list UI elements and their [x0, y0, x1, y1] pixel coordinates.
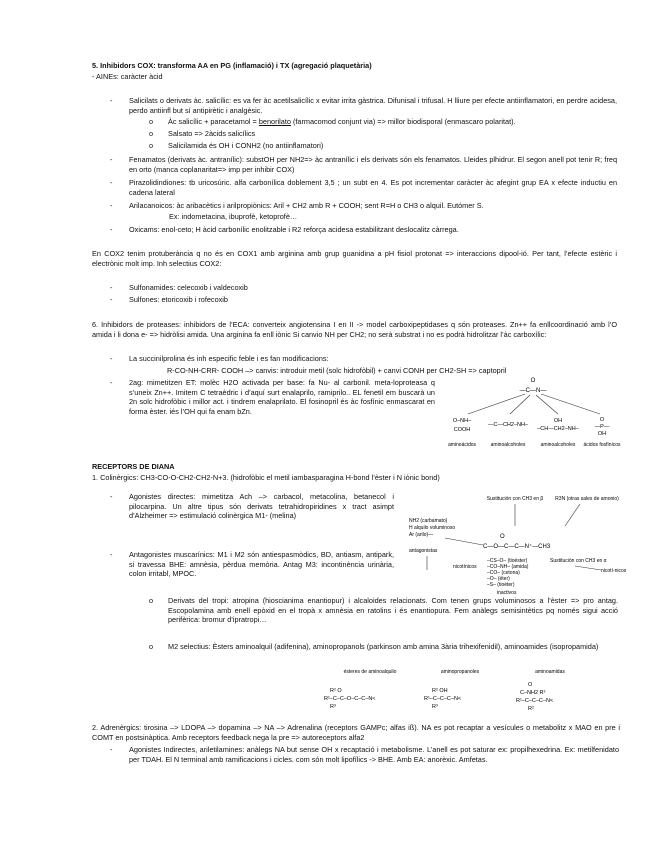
bullet-circle: o	[149, 129, 154, 138]
sulfones-item: Sulfones: etoricoxib i rofecoxib	[129, 295, 228, 304]
salicilats-paragraph: Salicilats o derivats àc. salicílic: es va fer àc acetilsalicílic x evitar irrita gàstrica. Difunisal i trifusal. H lliure per efecte antiinflamatori, en perdre acidesa, perdo antiinfl but sí antipirètic i analgèsic.	[129, 96, 617, 115]
aines-line: - AINEs: caràcter àcid	[92, 72, 163, 81]
sar-molecule-chain: C—O—C—C—N⁺—CH3	[483, 544, 551, 550]
sar-top-label: Sustitución con CH3 en β	[486, 496, 544, 502]
figure-center-formula: —C—N—	[519, 388, 547, 394]
sar-molecule: O	[500, 534, 505, 540]
bullet-dash: -	[110, 492, 113, 501]
antagonistes-paragraph: Antagonistes muscarínics: M1 i M2 són antiespasmòdics, BD, antiasm, antipark, si travessa BHE: amnèsia, pèrdua memòria. Antag M3: incontinència urinària, colon irritabl, MPOC.	[129, 550, 394, 579]
cox2-paragraph: En COX2 tenim protuberància q no és en COX1 amb arginina amb grup guanidina a pH fisiol protonat => interaccions dipool-ió. Per tant, l’efecte estèric i electrònic molt imp. Inh selectius COX2:	[92, 249, 617, 268]
m2-structure-1b: R¹–C–C–O–C–C–N<	[324, 696, 376, 702]
bullet-dash: -	[110, 283, 113, 292]
pirazolidindiones-paragraph: Pirazolidindiones: tb uricosúric. alfa carbonílica doblement 3,5 ; un subt en 4. Es pot incrementar caràcter àc afegint grup EA x efecte inductiu en cadena lateral	[129, 178, 617, 197]
m2-label-aminoamidas: aminoamidas	[535, 669, 565, 675]
sub-item-benorilato	[168, 117, 618, 127]
bullet-dash: -	[110, 155, 113, 164]
sar-nicotinicos-label: nicotínicos	[453, 564, 477, 570]
bullet-dash: -	[110, 178, 113, 187]
bullet-dash: -	[110, 378, 113, 387]
captopril-line: R-CO-NH-CRR- COOH –> canvis: introduir metil (solc hidrofòbil) + canvi CONH per CH2-SH => captopril	[167, 366, 507, 375]
m2-structure-2b: R¹–C–C–C–N<	[424, 696, 462, 702]
m2-structure-2c: R³	[432, 704, 438, 710]
sar-ester-list-5: –S– (tioéter)	[487, 582, 515, 588]
bullet-dash: -	[110, 550, 113, 559]
m2-structure-3c: R¹–C–C–C–N<	[516, 698, 554, 704]
bullet-dash: -	[110, 745, 113, 754]
m2-selectius-paragraph: M2 selectius: Èsters aminoalquil (adifenina), aminopropanols (parkinson amb amina 3ària trihexifenidil), aminoamides (isopropamida)	[168, 642, 599, 651]
sar-left-label-3: Ar (arilo)—	[409, 532, 434, 538]
colinergics-line: 1. Colinèrgics: CH3-CO-O-CH2-CH2-N+3. (hidrofòbic el metil iambasparagina H-bond l’èster i N iònic bond)	[92, 473, 440, 482]
sub-item-salsato: Salsato => 2àcids salicílics	[168, 129, 256, 138]
adrenergics-paragraph: 2. Adrenèrgics: tirosina –> LDOPA –> dopamina –> NA –> Adrenalina (receptors GAMPc; alfas iß). NA es pot recaptar a vesícules o metabolitz x MAO en pre i COMT en postsinàptica. Amb receptors feedback nega la pre => autoreceptors alfa2	[92, 723, 620, 742]
sar-top-label-2: R3N (otras sales de amonio)	[555, 496, 619, 502]
m2-label-aminopropanoles: aminopropanoles	[440, 669, 480, 675]
oxicams-paragraph: Oxicams: enol-ceto; H àcid carbonílic enolitzable i R2 reforça acidesa estabilitzant deslocalitz càrrega.	[129, 225, 459, 234]
bullet-dash: -	[110, 96, 113, 105]
figure-group-3: OH	[553, 418, 563, 424]
figure-label-aminoacidos: aminoácidos	[447, 442, 477, 448]
enalapril-paragraph: 2ag: mimetitzen ET: molèc H2O activada per base: fa Nu- al carbonil. meta-loproteasa q s’uneix Zn++. Imitem C tetraèdric i d’aquí surt enalaprilo, ramiprilo.. EL fenetil em buscarà un 2n solc hidrofòbic i millor act. i tindrem enalaprilato. El fosinopril és àc fosfínic enmascarat en forma èster. iés l’OH qui fa enam bZn.	[129, 378, 435, 416]
sar-right-label: Sustitución con CH3 en α	[550, 558, 607, 564]
figure-label-aminoalcoholes-2: aminoalcoholes	[540, 442, 576, 448]
agonistes-paragraph: Agonistes directes: mimetitza Ach –> carbacol, metacolina, betanecol i pilocarpina. Un altre tipus són derivats tetrahidropiridines x tract asimpt d’Alzheimer => estimulació colinèrgica M1- (melina)	[129, 492, 394, 521]
figure-label-fosfinicos: ácidos fosfínicos	[583, 442, 621, 448]
sulfonamides-item: Sulfonamides: celecoxib i valdecoxib	[129, 283, 248, 292]
benorilato-term: benorilato	[258, 117, 291, 126]
m2-selective-figure	[320, 668, 610, 714]
figure-group-2: —C—CH2–NH–	[487, 422, 529, 428]
fenamatos-paragraph: Fenamatos (derivats àc. antranílic): substOH per NH2=> àc antranílic i els derivats són els fenamatos. Lleides plhidrur. El segon anell pot tenir R; freq en orto (manca coplanaritat=> imp per inhibir COX)	[129, 155, 617, 174]
sar-left-label: NH2 (carbamato)	[409, 518, 448, 524]
m2-structure-3: O	[528, 682, 533, 688]
bullet-circle: o	[149, 117, 154, 126]
sar-inactivos-label: inactivos	[497, 590, 517, 596]
arilacanoicos-paragraph: Arilacanoicos: àc aribacètics i arilpropiònics: Aril + CH2 amb R + COOH; sent R=H o CH3 o alquil. Eutómer S.	[129, 201, 484, 210]
figure-group-3b: –CH—CH2–NH–	[537, 426, 579, 432]
figure-label-aminoalcoholes: aminoalcoholes	[490, 442, 526, 448]
sar-ester-list-4: –O– (éter)	[487, 576, 510, 582]
bullet-dash: -	[110, 225, 113, 234]
m2-structure-3b: C–NH2 R³	[520, 690, 546, 696]
bullet-circle: o	[149, 596, 154, 605]
examples-line: Ex: indometacina, ibuprofè, ketoprofè…	[169, 212, 298, 221]
sar-nicotinicos-right: nicotí-nicos	[601, 568, 627, 574]
receptors-title: RECEPTORS DE DIANA	[92, 462, 175, 471]
figure-center-label: O	[530, 378, 536, 384]
figure-group-4b: —P—	[594, 424, 610, 430]
sar-ester-list: –CS–O– (tioéster)	[487, 558, 528, 564]
cholinergic-sar-figure	[405, 490, 627, 598]
m2-structure-2: R² OH	[432, 688, 448, 694]
bullet-dash: -	[110, 295, 113, 304]
bullet-circle: o	[149, 141, 154, 150]
sub-item-text: Àc salicílic + paracetamol =	[168, 117, 259, 126]
bullet-dash: -	[110, 354, 113, 363]
section-5-title: 5. Inhibidors COX: transforma AA en PG (inflamació) i TX (agregació plaquetària)	[92, 61, 372, 70]
sar-ester-list-3: –CO– (cetona)	[487, 570, 520, 576]
figure-group-1b: COOH	[453, 427, 471, 433]
agonistes-indirectes-paragraph: Agonistes Indirectes, ariletilamines: anàlegs NA but sense OH x recaptació i metabolisme. L’anell es pot saturar ex: propilhexedrina. Ex: metilfenidato per TDAH. El N terminal amb ramificacions i cicles. com són molt lipofílics -> BHE. Amb EA: anorèxic. Amfetas.	[129, 745, 619, 764]
m2-structure-1: R² O	[330, 688, 342, 694]
sar-antagonistas-label: antagonistas	[409, 548, 438, 554]
sub-item-text: (farmacomod conjunt via) => millor biodisporal (enmascaro polaritat).	[290, 117, 516, 126]
sar-ester-list-2: –CO–NH– (amida)	[487, 564, 529, 570]
bullet-circle: o	[149, 642, 154, 651]
bullet-dash: -	[110, 201, 113, 210]
sar-left-label-2: H alquilo voluminoso	[409, 525, 456, 531]
tropi-paragraph: Derivats del tropi: atropina (hioscianima enantiopur) i alcaloides relacionats. Com tenen grups voluminosos a l’èster => pro antag. Escopolamina amb enell epòxid en el tropà x amnèsia en ratolins i és enantiopura. Fem anàlegs semisintètics pq només sigui acció perifèrica: bromur d’ipratropi…	[168, 596, 618, 625]
m2-structure-1c: R³	[330, 704, 336, 710]
succinilprolina-item: La succinilprolina és inh especific feble i es fan modificacions:	[129, 354, 329, 363]
sub-item-salicilamida: Salicilamida és OH i CONH2 (no antiinflamatori)	[168, 141, 324, 150]
protease-inhibitor-figure	[440, 370, 625, 450]
m2-structure-3d: R²	[528, 706, 534, 712]
figure-group-1: O–NH–	[452, 418, 472, 424]
figure-group-4: O	[599, 417, 605, 423]
figure-group-4c: OH	[597, 431, 607, 437]
section-6-paragraph: 6. Inhibidors de proteases: inhibidors de l’ECA: converteix angiotensina I en II -> model carboxipeptidases q són proteases. Zn++ fa enllcoordinació amb l’O amida i li dona e- => hidròlisi amida. Una arginina fa enll iònic Si canvio NH per CH2; no serà substrat i no es podrà hidrolitzar l’àc carboxílic:	[92, 320, 617, 339]
m2-label-esteres: ésteres de aminoalquilo	[343, 669, 397, 675]
